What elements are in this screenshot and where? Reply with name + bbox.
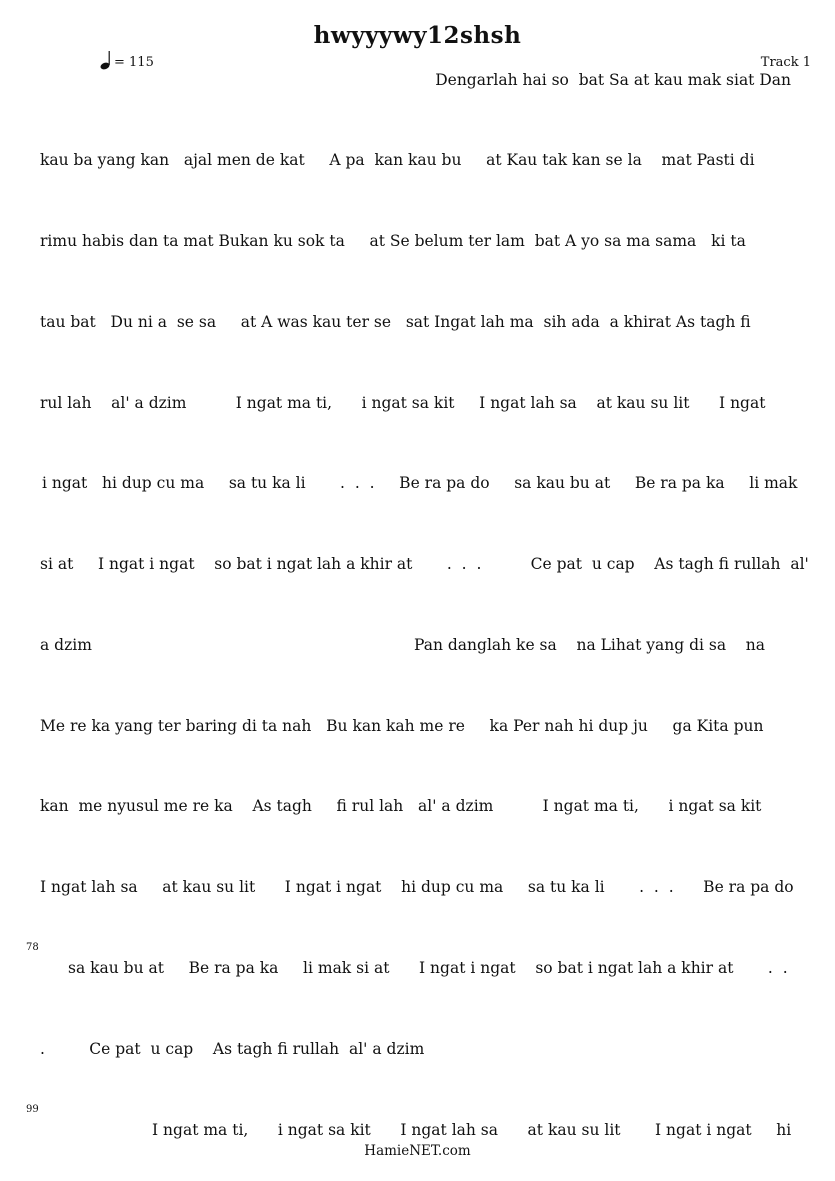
- lyric-line-10: [40, 797, 797, 815]
- lyric-line-8b: [414, 636, 765, 654]
- lyric-line-7: [40, 555, 809, 573]
- lyric-line-8: [40, 636, 92, 654]
- lyric-line-9: [40, 717, 797, 735]
- lyric-text: a dzim: [40, 636, 92, 654]
- measure-number: 99: [26, 1104, 39, 1115]
- measure-number: 78: [26, 942, 39, 953]
- lyric-text: I ngat lah sa at kau su lit I ngat i ngat hi dup cu ma sa tu ka li . . . Be ra pa do: [40, 878, 794, 896]
- lyric-line-5: [40, 394, 797, 412]
- score-title: hwyyywy12shsh: [313, 22, 522, 49]
- lyric-line-13: [40, 1040, 424, 1058]
- lyric-text: kan me nyusul me re ka As tagh fi rul lah al' a dzim I ngat ma ti, i ngat sa kit: [40, 797, 762, 815]
- lyric-line-2: [40, 151, 797, 169]
- lyric-text: sa kau bu at Be ra pa ka li mak si at I ngat i ngat so bat i ngat lah a khir at . .: [68, 959, 788, 977]
- track-label: Track 1: [760, 55, 811, 70]
- lyric-line-12: [68, 959, 794, 977]
- tempo-marking: [100, 50, 154, 70]
- lyric-text: kau ba yang kan ajal men de kat A pa kan kau bu at Kau tak kan se la mat Pasti di: [40, 151, 755, 169]
- lyric-line-11: [40, 878, 797, 896]
- lyric-line-14: [152, 1121, 794, 1139]
- lyric-text: si at I ngat i ngat so bat i ngat lah a khir at . . . Ce pat u cap As tagh fi rullah al': [40, 555, 809, 573]
- lyric-text: rimu habis dan ta mat Bukan ku sok ta at Se belum ter lam bat A yo sa ma sama ki ta: [40, 232, 746, 250]
- lyric-text: Me re ka yang ter baring di ta nah Bu kan kah me re ka Per nah hi dup ju ga Kita pun: [40, 717, 764, 735]
- lyric-text: I ngat ma ti, i ngat sa kit I ngat lah sa at kau su lit I ngat i ngat hi: [152, 1121, 792, 1139]
- tempo-value: = 115: [114, 55, 154, 70]
- lyric-text: rul lah al' a dzim I ngat ma ti, i ngat sa kit I ngat lah sa at kau su lit I ngat: [40, 394, 766, 412]
- lyric-text: tau bat Du ni a se sa at A was kau ter se sat Ingat lah ma sih ada a khirat As tagh fi: [40, 313, 751, 331]
- lyric-text: Pan danglah ke sa na Lihat yang di sa na: [414, 636, 765, 654]
- lyric-line-1: [40, 71, 791, 89]
- footer-credit: HamieNET.com: [364, 1143, 471, 1159]
- quarter-note-icon: [100, 50, 112, 70]
- lyric-line-4: [40, 313, 797, 331]
- lyric-text: . Ce pat u cap As tagh fi rullah al' a dzim: [40, 1040, 425, 1058]
- lyric-text: i ngat hi dup cu ma sa tu ka li . . . Be ra pa do sa kau bu at Be ra pa ka li mak: [42, 474, 798, 492]
- lyric-line-6: [42, 474, 797, 492]
- lyric-line-3: [40, 232, 797, 250]
- lyric-text: Dengarlah hai so bat Sa at kau mak siat Dan: [435, 71, 791, 89]
